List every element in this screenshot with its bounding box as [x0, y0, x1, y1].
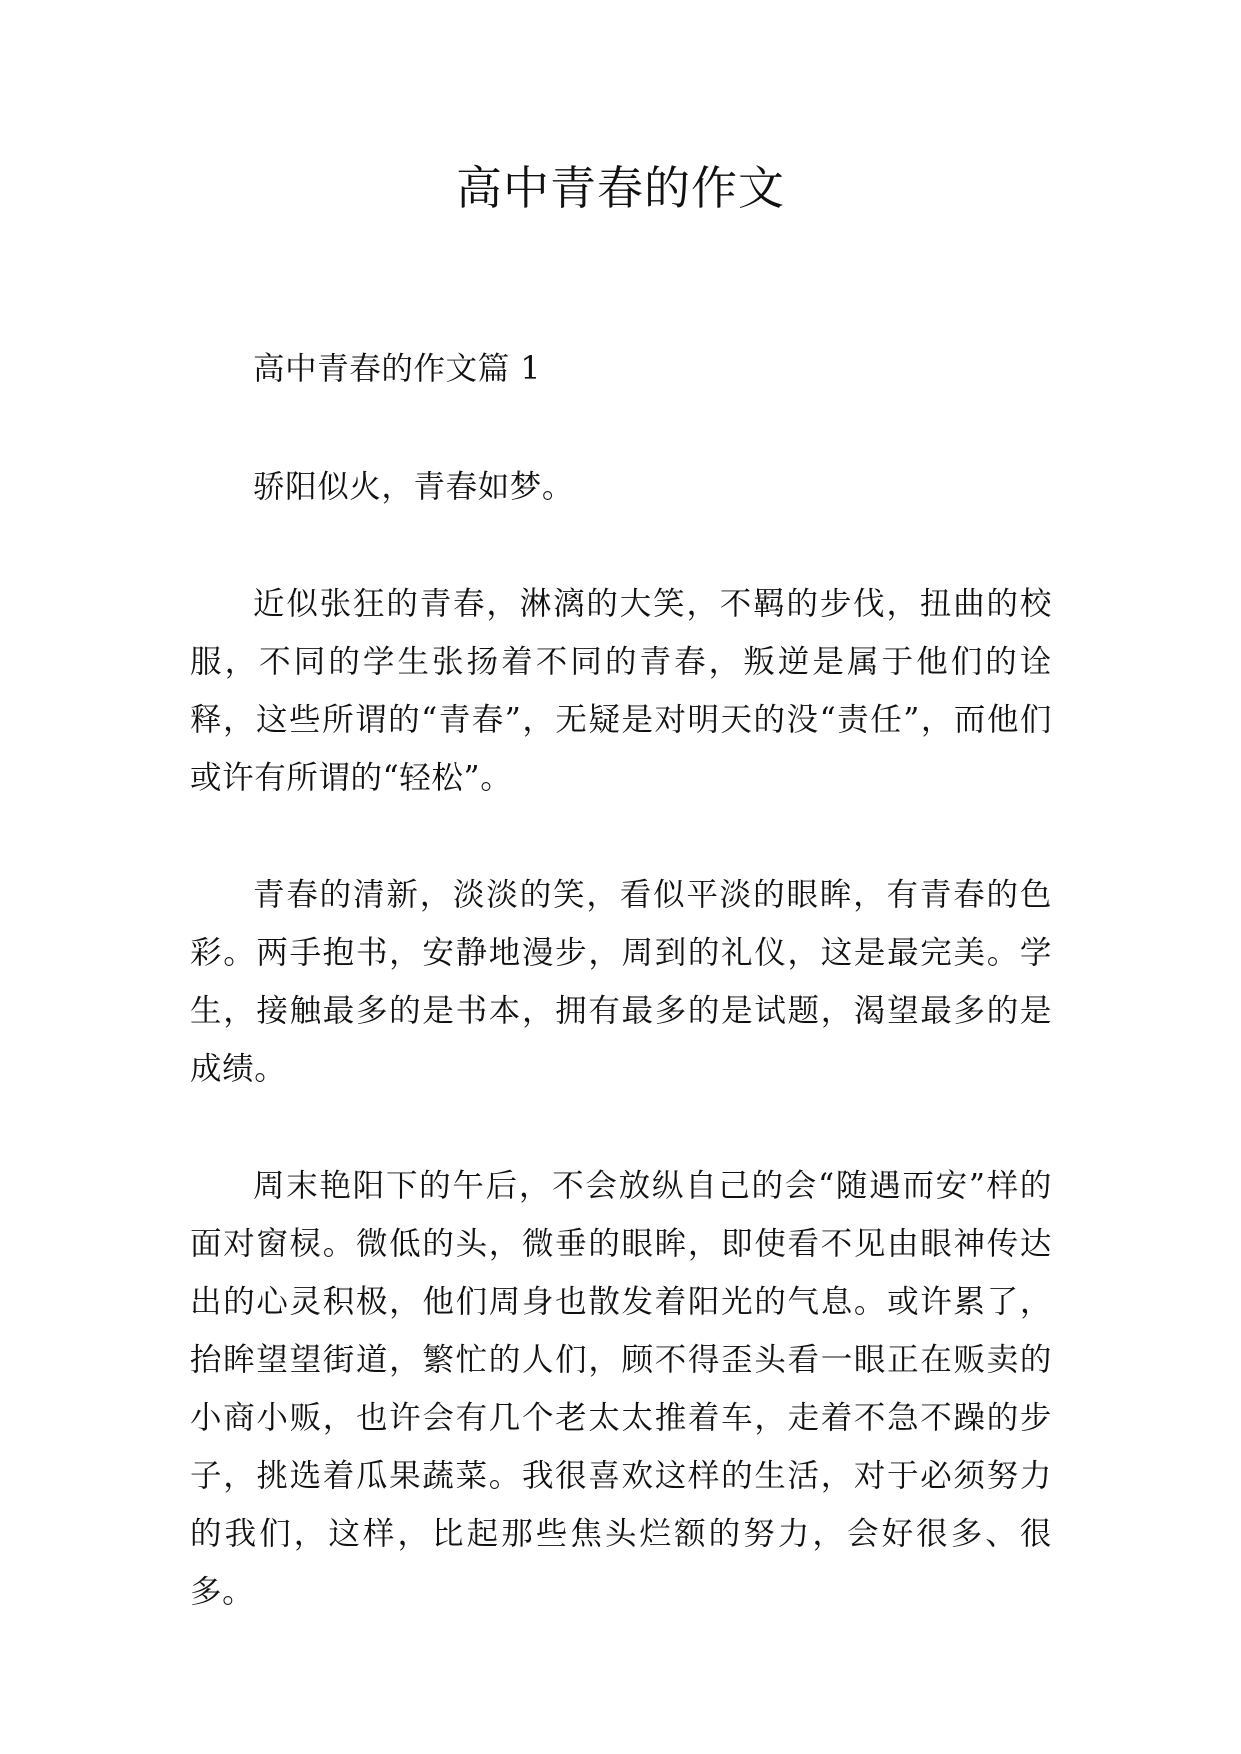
- paragraph: 周末艳阳下的午后，不会放纵自己的会“随遇而安”样的面对窗棂。微低的头，微垂的眼眸，即使看不见由眼神传达出的心灵积极，他们周身也散发着阳光的气息。或许累了，抬眸望望街道，繁忙的人们，顾不得歪头看一眼正在贩卖的小商小贩，也许会有几个老太太推着车，走着不急不躁的步子，挑选着瓜果蔬菜。我很喜欢这样的生活，对于必须努力的我们，这样，比起那些焦头烂额的努力，会好很多、很多。: [190, 1168, 1052, 1610]
- document-title: 高中青春的作文: [456, 161, 785, 215]
- paragraph: 骄阳似火，青春如梦。: [253, 469, 575, 505]
- section-heading: 高中青春的作文篇 1: [253, 351, 542, 387]
- paragraph: 近似张狂的青春，淋漓的大笑，不羁的步伐，扭曲的校服，不同的学生张扬着不同的青春，叛逆是属于他们的诠释，这些所谓的“青春”，无疑是对明天的没“责任”，而他们或许有所谓的“轻松”。: [190, 586, 1052, 796]
- paragraph: 青春的清新，淡淡的笑，看似平淡的眼眸，有青春的色彩。两手抱书，安静地漫步，周到的礼仪，这是最完美。学生，接触最多的是书本，拥有最多的是试题，渴望最多的是成绩。: [190, 877, 1052, 1087]
